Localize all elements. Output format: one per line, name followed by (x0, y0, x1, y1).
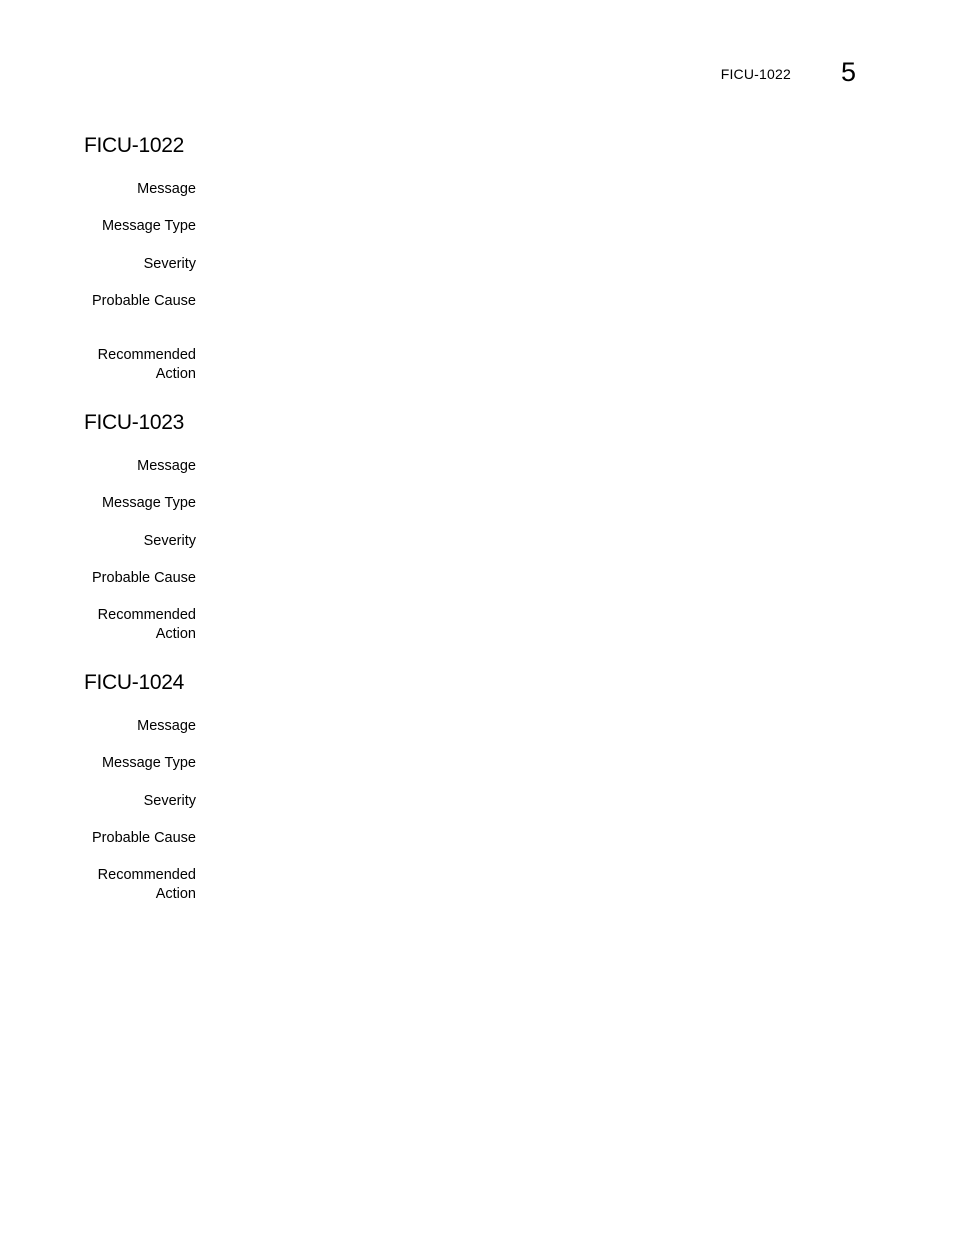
label-recommended-line2: Action (155, 366, 196, 382)
label-message-type: Message Type (101, 218, 196, 234)
section-ficu-1023 (84, 411, 864, 651)
section-title: FICU-1024 (84, 671, 185, 694)
label-probable-cause: Probable Cause (92, 293, 196, 309)
label-message-type: Message Type (101, 495, 196, 511)
label-message-type: Message Type (101, 755, 196, 771)
chapter-number: 5 (840, 57, 856, 87)
section-ficu-1022 (84, 134, 864, 394)
label-severity: Severity (143, 533, 196, 549)
section-ficu-1024 (84, 671, 864, 911)
running-header-title: FICU-1022 (720, 66, 791, 82)
running-header (640, 58, 860, 88)
label-probable-cause: Probable Cause (92, 830, 196, 846)
label-probable-cause: Probable Cause (92, 570, 196, 586)
label-recommended-line2: Action (155, 886, 196, 902)
label-recommended-action (56, 866, 196, 904)
label-message: Message (137, 718, 196, 734)
section-title: FICU-1023 (84, 411, 185, 434)
label-recommended-action (56, 346, 196, 384)
label-severity: Severity (143, 256, 196, 272)
label-recommended-line1: Recommended (97, 347, 196, 363)
label-message: Message (137, 458, 196, 474)
label-message: Message (137, 181, 196, 197)
label-recommended-line1: Recommended (97, 867, 196, 883)
label-recommended-line2: Action (155, 626, 196, 642)
label-severity: Severity (143, 793, 196, 809)
label-recommended-line1: Recommended (97, 607, 196, 623)
label-recommended-action (56, 606, 196, 644)
section-title: FICU-1022 (84, 134, 185, 157)
